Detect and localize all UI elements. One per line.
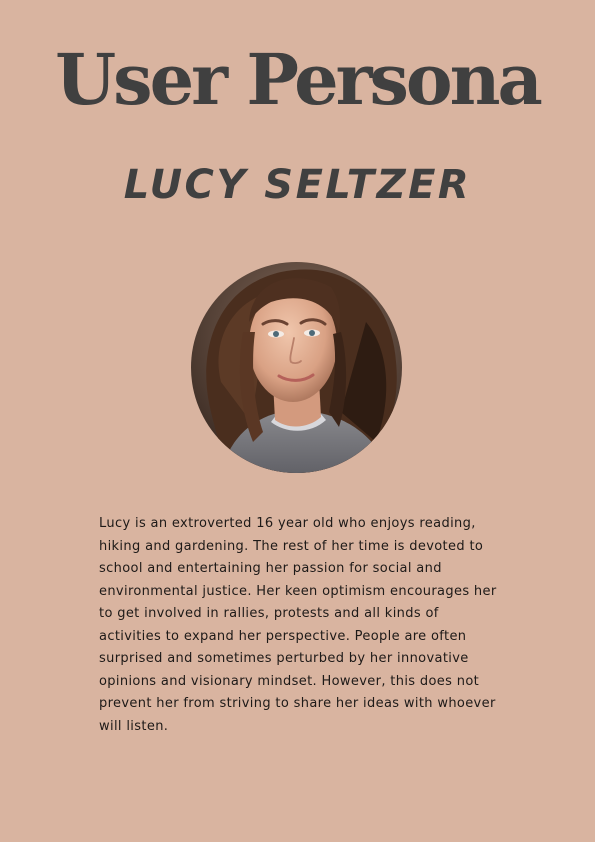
persona-bio: Lucy is an extroverted 16 year old who enjoys reading, hiking and gardening. The rest of her time is devoted to school and entertaining her passion for social and environmental justice. Her keen optimism encourages her to get involved in rallies, protests and all kinds of activities to expand her perspective. People are often surprised and sometimes perturbed by her innovative opinions and visionary mindset. However, this does not prevent her from striving to share her ideas with whoever will listen.	[99, 516, 497, 734]
persona-name: LUCY SELTZER	[123, 162, 472, 208]
page-title: User Persona	[55, 38, 540, 121]
persona-photo	[191, 262, 402, 473]
